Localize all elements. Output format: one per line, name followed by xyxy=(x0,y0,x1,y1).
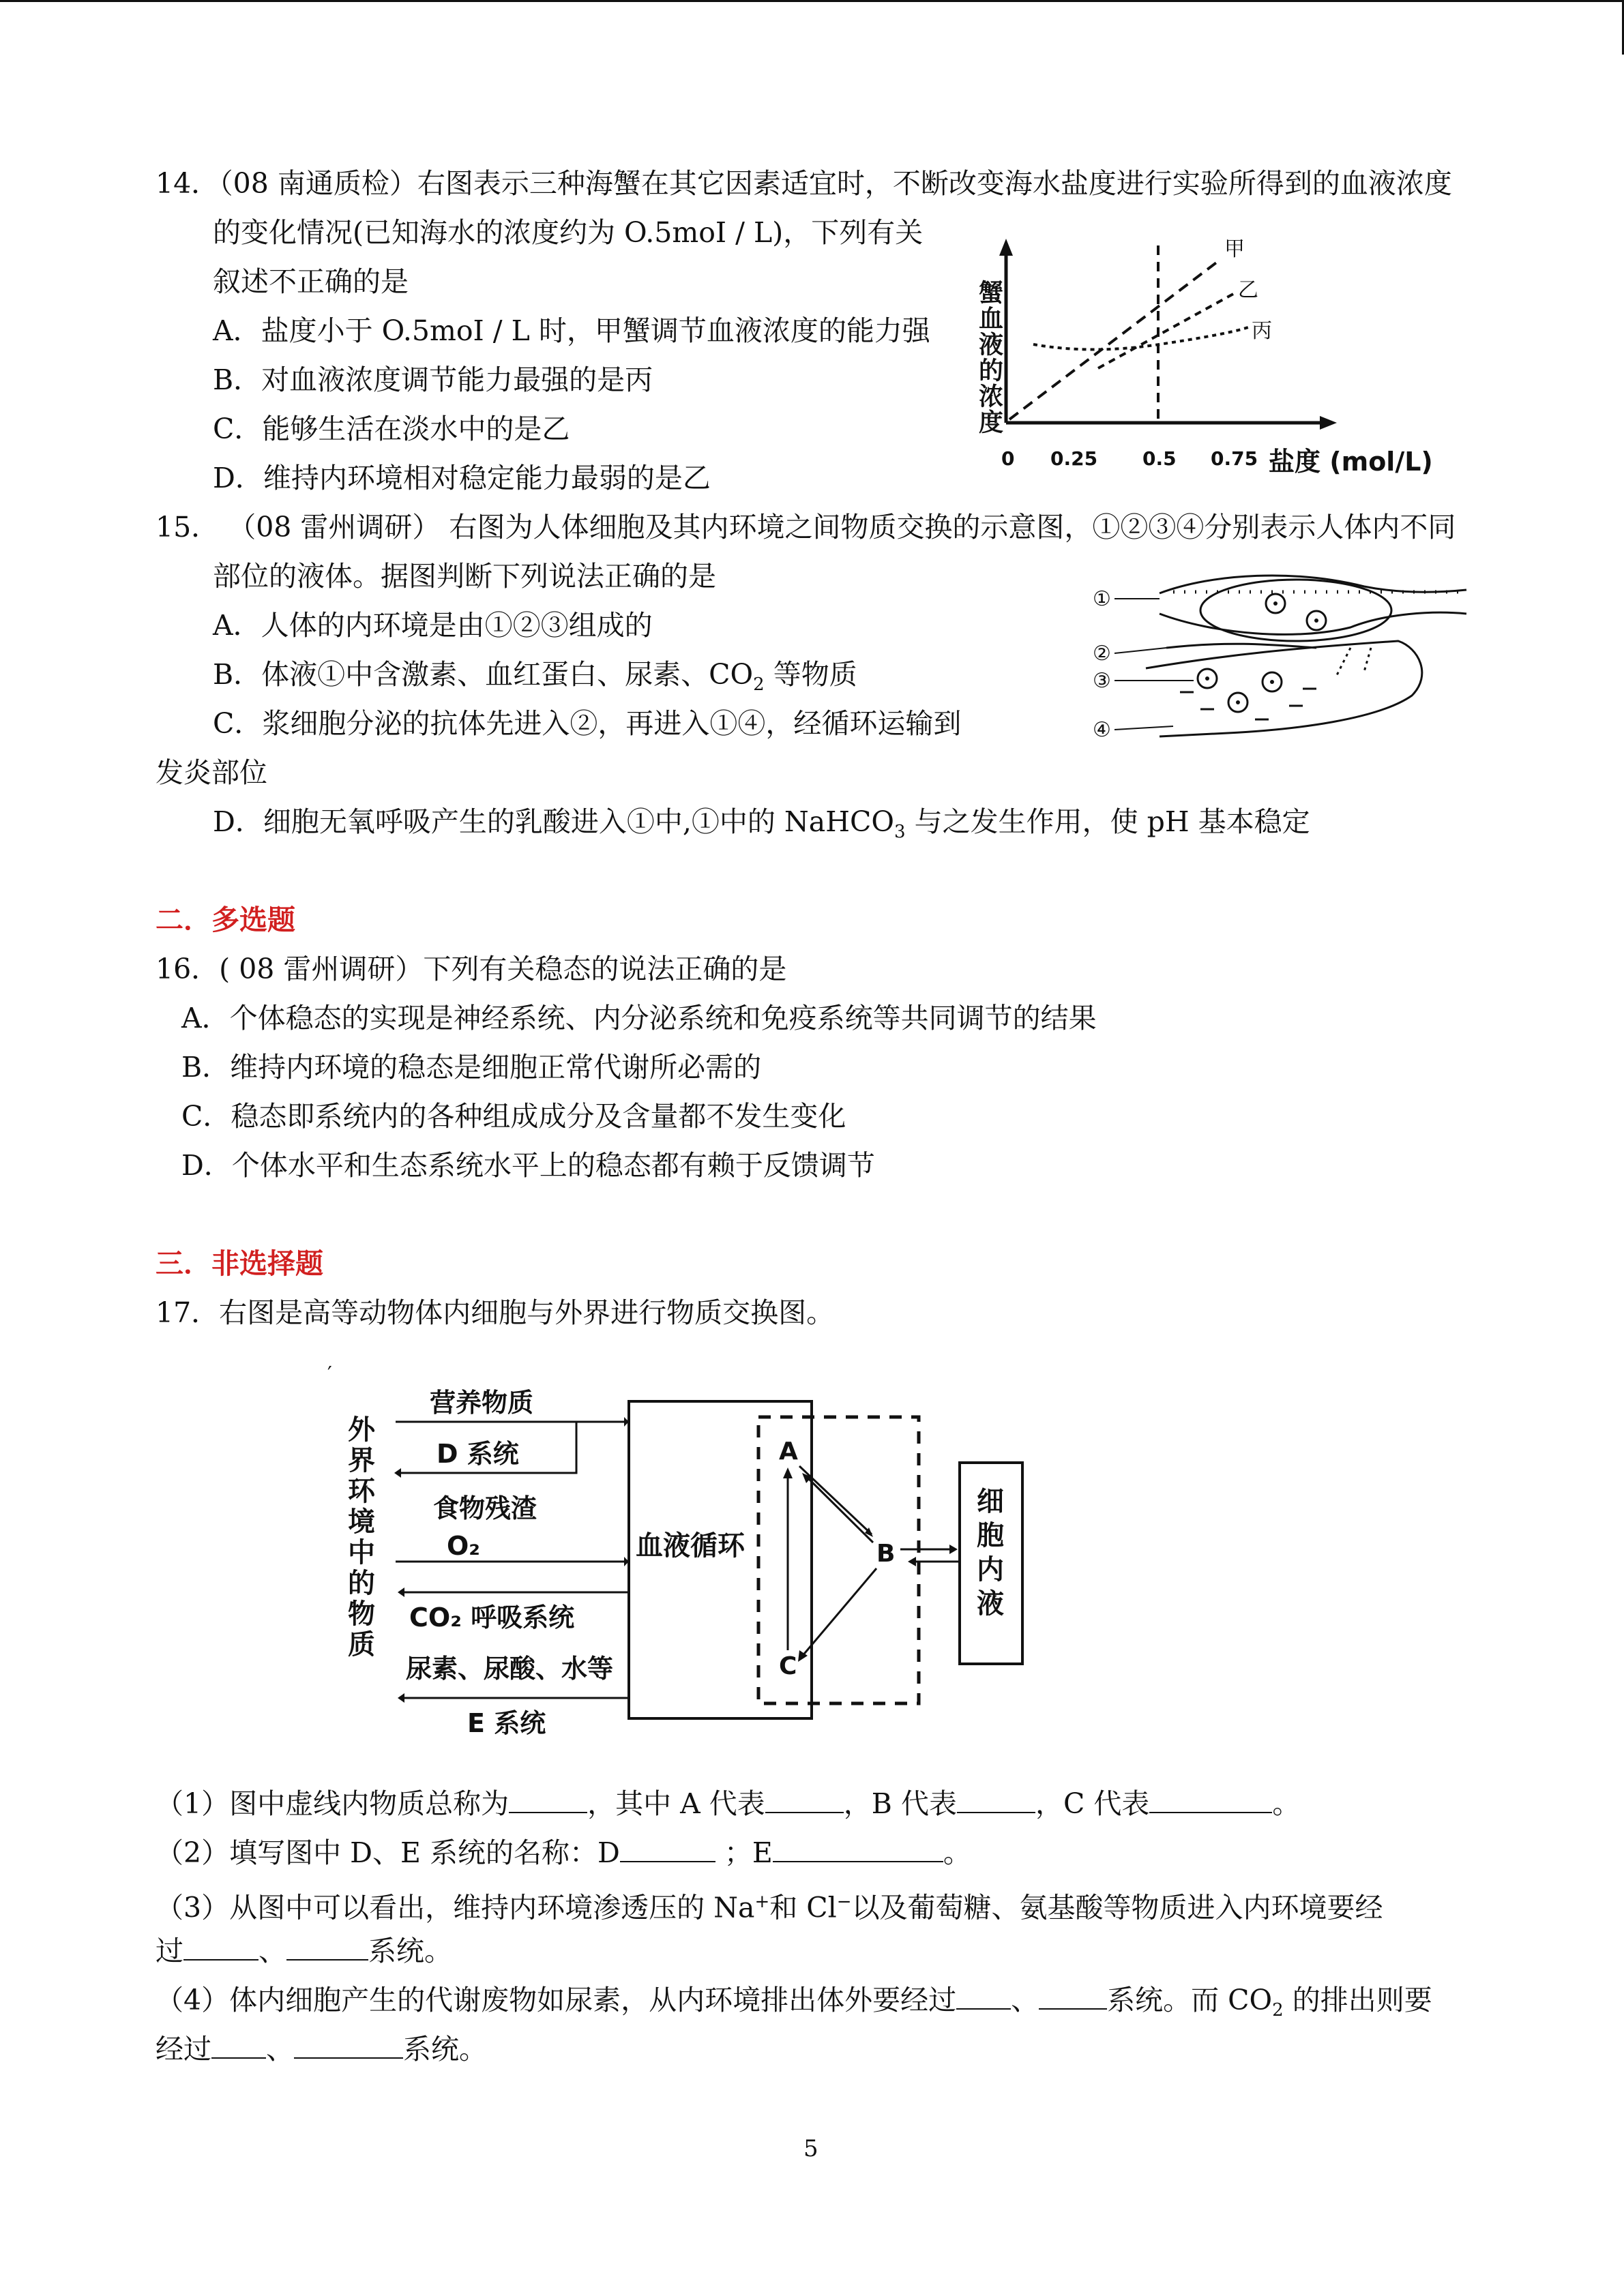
e-system-label: E 系统 xyxy=(467,1708,546,1738)
y-axis-label: 蟹血液的浓度 xyxy=(975,280,1003,435)
legend-yi: 乙 xyxy=(1238,278,1258,302)
blank-4a[interactable] xyxy=(956,1982,1011,2010)
q14-option-d: D．维持内环境相对稳定能力最弱的是乙 xyxy=(213,462,711,494)
outer-char-4: 境 xyxy=(348,1506,375,1538)
blank-4c[interactable] xyxy=(211,2031,266,2059)
x-tick-0: 0 xyxy=(1001,447,1015,470)
q17-part3-line1: （3）从图中可以看出，维持内环境渗透压的 Na+和 Cl−以及葡萄糖、氨基酸等物质进入内环境要经 xyxy=(156,1891,1383,1924)
page-number: 5 xyxy=(803,2135,818,2162)
d-system-label: D 系统 xyxy=(437,1439,519,1469)
tick-mark: ′ xyxy=(327,1364,332,1386)
cell-fluid-char-2: 胞 xyxy=(977,1520,1004,1551)
food-residue-label: 食物残渣 xyxy=(433,1493,537,1523)
blank-3[interactable] xyxy=(957,1786,1035,1813)
cell-fluid-char-1: 细 xyxy=(977,1486,1004,1517)
outer-char-3: 环 xyxy=(348,1476,375,1507)
outer-char-8: 质 xyxy=(348,1629,375,1660)
legend-jia: 甲 xyxy=(1224,237,1245,261)
section-2-title: 二．多选题 xyxy=(156,904,295,936)
lymph-vessel xyxy=(1146,641,1422,736)
y-axis-arrow xyxy=(999,239,1013,256)
q15-option-d: D．细胞无氧呼吸产生的乳酸进入①中,①中的 NaHCO$_3$ 与之发生作用，使 pH 基本稳定 xyxy=(213,805,1310,843)
outer-char-5: 中 xyxy=(348,1537,375,1568)
blood-circulation-label: 血液循环 xyxy=(636,1530,745,1562)
co2-resp-label: CO₂ 呼吸系统 xyxy=(409,1602,575,1632)
q16-option-a: A．个体稳态的实现是神经系统、内分泌系统和免疫系统等共同调节的结果 xyxy=(181,1002,1097,1034)
q14-stem-line3: 叙述不正确的是 xyxy=(213,265,409,298)
label-4: ④ xyxy=(1093,718,1111,742)
outer-char-2: 界 xyxy=(348,1445,375,1476)
q17-part1: （1）图中虚线内物质总称为 ，其中 A 代表 ，B 代表 ，C 代表 。 xyxy=(156,1787,1301,1820)
nutrients-label: 营养物质 xyxy=(430,1388,534,1418)
blank-d[interactable] xyxy=(620,1835,715,1862)
q15-option-a: A．人体的内环境是由①②③组成的 xyxy=(213,609,653,642)
x-tick-025: 0.25 xyxy=(1050,447,1098,470)
series-bing-curve xyxy=(1033,327,1248,350)
blank-2[interactable] xyxy=(765,1786,844,1813)
series-yi-line xyxy=(1098,293,1235,368)
cell-fluid-char-4: 液 xyxy=(977,1588,1004,1620)
outer-char-6: 的 xyxy=(348,1568,375,1599)
blank-e[interactable] xyxy=(773,1835,943,1862)
q17-part4-line1: （4）体内细胞产生的代谢废物如尿素，从内环境排出体外要经过 、 系统。而 $CO_2$ 的排出则要 xyxy=(156,1984,1432,2021)
section-3-title: 三．非选择题 xyxy=(156,1247,323,1280)
q15-exchange-figure xyxy=(1091,573,1473,750)
tissue-cell xyxy=(1200,580,1391,641)
page-top-border xyxy=(0,0,1624,2)
q14-option-b: B．对血液浓度调节能力最强的是丙 xyxy=(213,363,653,396)
leader-4 xyxy=(1114,726,1173,730)
capillary-outer xyxy=(1160,576,1466,634)
label-1: ① xyxy=(1093,587,1111,611)
urea-label: 尿素、尿酸、水等 xyxy=(406,1654,614,1684)
q14-stem-line1: 14．（08 南通质检）右图表示三种海蟹在其它因素适宜时，不断改变海水盐度进行实验所得到的血液浓度 xyxy=(156,167,1452,200)
blank-4[interactable] xyxy=(1149,1786,1272,1813)
q17-part4-line2: 经过 、 系统。 xyxy=(156,2033,487,2066)
q15-stem-line2: 部位的液体。据图判断下列说法正确的是 xyxy=(213,560,716,593)
q14-salinity-figure xyxy=(962,225,1473,498)
q17-part3-line2: 过 、 系统。 xyxy=(156,1935,452,1967)
x-tick-05: 0.5 xyxy=(1142,447,1177,470)
q16-option-c: C．稳态即系统内的各种组成成分及含量都不发生变化 xyxy=(181,1100,846,1133)
cell-fluid-char-3: 内 xyxy=(977,1554,1004,1585)
q14-stem-line2: 的变化情况(已知海水的浓度约为 O.5moI / L)，下列有关 xyxy=(213,216,924,249)
label-c: C xyxy=(779,1652,797,1680)
q17-part2: （2）填写图中 D、E 系统的名称：D ；E 。 xyxy=(156,1836,971,1869)
q17-exchange-diagram xyxy=(321,1364,1044,1753)
label-2: ② xyxy=(1093,642,1111,666)
label-a: A xyxy=(779,1437,798,1465)
blank-4b[interactable] xyxy=(1039,1982,1107,2010)
x-axis-arrow xyxy=(1320,416,1337,430)
x-tick-075: 0.75 xyxy=(1211,447,1258,470)
q16-option-d: D．个体水平和生态系统水平上的稳态都有赖于反馈调节 xyxy=(181,1149,875,1182)
q15-option-b: B．体液①中含激素、血红蛋白、尿素、$CO_2$ 等物质 xyxy=(213,658,857,696)
q16-stem: 16．( 08 雷州调研）下列有关稳态的说法正确的是 xyxy=(156,953,787,985)
leader-2 xyxy=(1114,648,1166,653)
blank-3a[interactable] xyxy=(183,1933,259,1960)
q16-option-b: B．维持内环境的稳态是细胞正常代谢所必需的 xyxy=(181,1051,762,1084)
label-b: B xyxy=(876,1540,896,1568)
legend-bing: 丙 xyxy=(1252,319,1272,343)
q15-option-c-line1: C．浆细胞分泌的抗体先进入②，再进入①④，经循环运输到 xyxy=(213,707,962,740)
x-axis-label: 盐度 (mol/L) xyxy=(1269,447,1433,477)
q15-stem-line1: 15． （08 雷州调研） 右图为人体细胞及其内环境之间物质交换的示意图，①②③④分别表示人体内不同 xyxy=(156,511,1456,543)
q14-option-c: C．能够生活在淡水中的是乙 xyxy=(213,413,570,445)
o2-label: O₂ xyxy=(447,1531,480,1561)
outer-char-1: 外 xyxy=(348,1414,375,1446)
blank-3b[interactable] xyxy=(286,1933,368,1960)
label-3: ③ xyxy=(1093,669,1111,693)
q15-option-c-line2: 发炎部位 xyxy=(156,756,267,789)
outer-char-7: 物 xyxy=(348,1598,375,1630)
q17-stem: 17．右图是高等动物体内细胞与外界进行物质交换图。 xyxy=(156,1296,835,1329)
blank-1[interactable] xyxy=(509,1786,587,1813)
blank-4d[interactable] xyxy=(294,2031,403,2059)
q14-option-a: A．盐度小于 O.5moI / L 时，甲蟹调节血液浓度的能力强 xyxy=(213,314,930,347)
